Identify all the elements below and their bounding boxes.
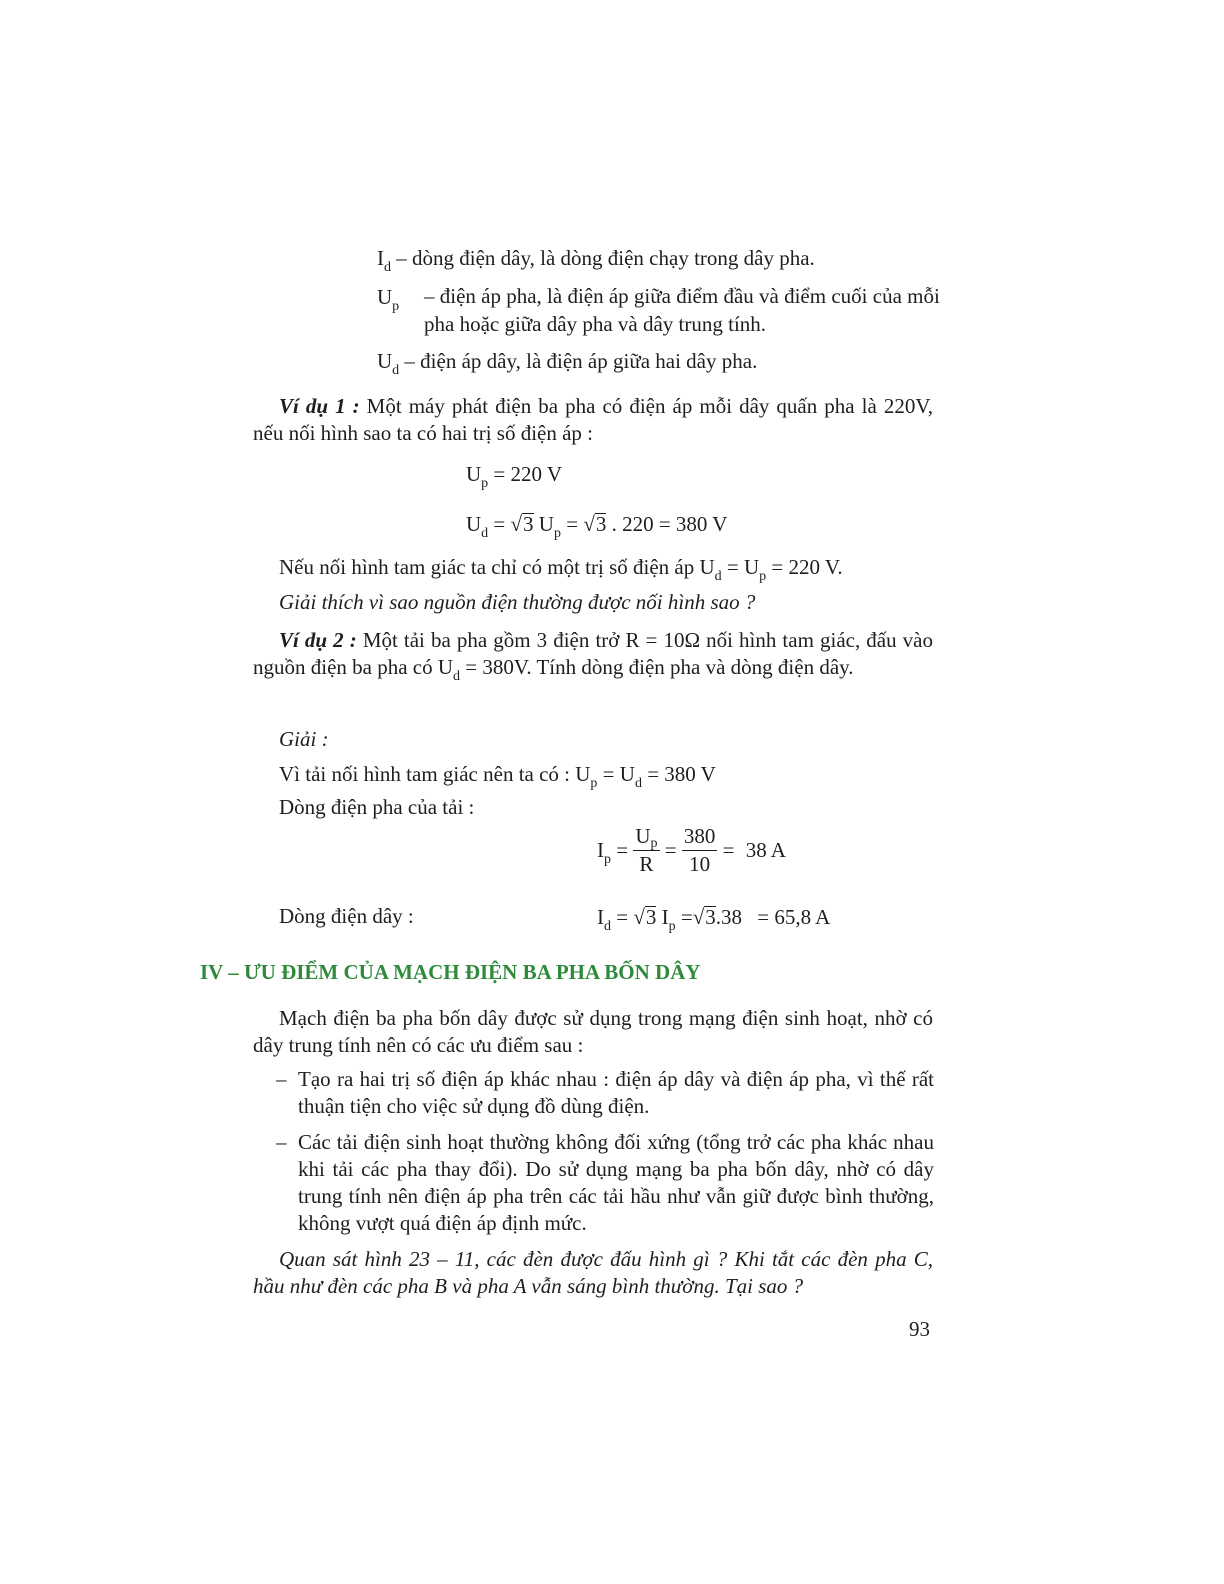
symbol: U: [538, 512, 554, 536]
definition-text: – dòng điện dây, là dòng điện chạy trong dây pha.: [396, 246, 815, 270]
symbol: U: [466, 462, 482, 486]
fraction-up-r: [633, 826, 659, 875]
line2-text: Dòng điện pha của tải :: [279, 795, 475, 819]
bullet-text: Tạo ra hai trị số điện áp khác nhau : điện áp dây và điện áp pha, vì thế rất thuận tiện cho việc sử dụng đồ dùng điện.: [298, 1067, 934, 1118]
denominator: R: [639, 852, 654, 876]
subscript: p: [668, 919, 676, 934]
subscript: p: [604, 852, 611, 867]
line1-a: Vì tải nối hình tam giác nên ta có : U: [279, 762, 591, 786]
symbol-up: [377, 285, 400, 314]
equals: =: [664, 838, 677, 862]
sqrt-sign: √: [692, 905, 705, 929]
radicand: 3: [523, 512, 534, 536]
triangle-line: [279, 555, 843, 584]
example2-text-a: Một tải ba pha gồm 3 điện trở R = 10Ω nối hình tam giác, đấu vào nguồn điện ba pha có U: [253, 628, 934, 679]
radicand: 3: [705, 905, 716, 929]
equals: =: [493, 512, 506, 536]
question-text: Quan sát hình 23 – 11, các đèn được đấu hình gì ? Khi tắt các đèn pha C, hầu như đèn các pha B và pha A vẫn sáng bình thường. Tại sao ?: [253, 1247, 933, 1298]
symbol: I: [597, 905, 604, 929]
subscript: p: [590, 776, 598, 791]
definition-id: [377, 246, 815, 275]
triangle-end: = 220 V.: [771, 555, 843, 579]
sqrt-sign: √: [583, 512, 595, 536]
equals: =: [566, 512, 579, 536]
ip-result: 38 A: [745, 838, 786, 862]
numerator: 380: [682, 826, 718, 851]
equals: =: [722, 838, 735, 862]
intro-text: Mạch điện ba pha bốn dây được sử dụng trong mạng điện sinh hoạt, nhờ có dây trung tính nên có các ưu điểm sau :: [253, 1006, 933, 1057]
line1-c: = 380 V: [647, 762, 716, 786]
symbol: I: [661, 905, 669, 929]
subscript: p: [759, 569, 767, 584]
equation-rhs: = 220 V: [493, 462, 563, 486]
equals: =: [616, 838, 629, 862]
subscript: p: [392, 299, 400, 314]
ip-symbol: [597, 838, 611, 867]
fraction-380-10: [682, 826, 718, 875]
example2-paragraph: [253, 627, 934, 684]
sqrt-sign: √: [633, 905, 645, 929]
section4-intro: [253, 1005, 933, 1059]
subscript: d: [634, 776, 642, 791]
subscript: d: [481, 526, 489, 541]
example1-label: Ví dụ 1 :: [279, 394, 360, 418]
section-heading-text: IV – ƯU ĐIỂM CỦA MẠCH ĐIỆN BA PHA BỐN DÂY: [200, 960, 701, 984]
bullet-text: Các tải điện sinh hoạt thường không đối xứng (tổng trở các pha khác nhau khi tải các pha thay đổi). Do sử dụng mạng ba pha bốn dây, nhờ có dây trung tính nên điện áp pha trên các tải hầu như vẫn giữ được bình thường, không vượt quá điện áp định mức.: [298, 1130, 934, 1235]
example1-paragraph: [253, 393, 933, 447]
symbol: U: [466, 512, 482, 536]
id-formula: [597, 905, 831, 934]
page-number: [909, 1319, 930, 1340]
bullet-item: [276, 1066, 934, 1120]
subscript: d: [714, 569, 722, 584]
equals: =: [680, 905, 693, 929]
solution-line2: [279, 797, 474, 818]
triangle-mid: = U: [726, 555, 760, 579]
subscript: p: [481, 476, 489, 491]
example2-text-b: = 380V. Tính dòng điện pha và dòng điện dây.: [465, 655, 854, 679]
triangle-text: Nếu nối hình tam giác ta chỉ có một trị số điện áp U: [279, 555, 715, 579]
solution-line3: [279, 906, 414, 927]
subscript: p: [553, 526, 561, 541]
dot38: .38: [715, 905, 742, 929]
definition-text-content: – điện áp pha, là điện áp giữa điểm đầu và điểm cuối của mỗi pha hoặc giữa dây pha và dây trung tính.: [424, 284, 940, 336]
symbol: I: [597, 838, 604, 862]
symbol: U: [377, 349, 393, 373]
example1-text: Một máy phát điện ba pha có điện áp mỗi dây quấn pha là 220V, nếu nối hình sao ta có hai trị số điện áp :: [253, 394, 934, 445]
example2-label: Ví dụ 2 :: [279, 628, 357, 652]
num-symbol: U: [635, 824, 651, 848]
sqrt-sign: √: [510, 512, 523, 536]
solution-line1: [279, 762, 716, 791]
example1-question: [279, 592, 755, 613]
definition-text: [402, 282, 956, 338]
solution-label-text: Giải :: [279, 727, 329, 751]
symbol: U: [377, 285, 393, 309]
line3-text: Dòng điện dây :: [279, 904, 414, 928]
bullet-dash: –: [276, 1130, 287, 1154]
subscript: d: [384, 260, 391, 275]
ip-formula: [597, 826, 786, 875]
subscript: d: [604, 919, 611, 934]
subscript: d: [392, 363, 400, 378]
definition-ud: [377, 349, 758, 378]
equation-ud: [466, 512, 728, 541]
numerator: [633, 826, 659, 851]
equation-rhs: . 220 = 380 V: [611, 512, 728, 536]
bullet-item: [276, 1129, 934, 1237]
subscript: p: [650, 836, 658, 851]
equation-up: [466, 462, 563, 491]
radicand: 3: [595, 512, 607, 536]
solution-label: [279, 729, 329, 750]
bullet-dash: –: [276, 1067, 287, 1091]
symbol: I: [377, 246, 384, 270]
radicand: 3: [645, 905, 657, 929]
page-number-text: 93: [909, 1317, 930, 1341]
question-text: Giải thích vì sao nguồn điện thường được nối hình sao ?: [279, 590, 756, 614]
denominator: 10: [689, 852, 711, 876]
subscript: d: [453, 669, 461, 684]
section-heading: [200, 962, 701, 983]
equals: =: [616, 905, 629, 929]
line1-b: = U: [602, 762, 635, 786]
id-result: = 65,8 A: [757, 905, 831, 929]
section4-question: [253, 1246, 933, 1300]
definition-text: – điện áp dây, là điện áp giữa hai dây pha.: [404, 349, 758, 373]
